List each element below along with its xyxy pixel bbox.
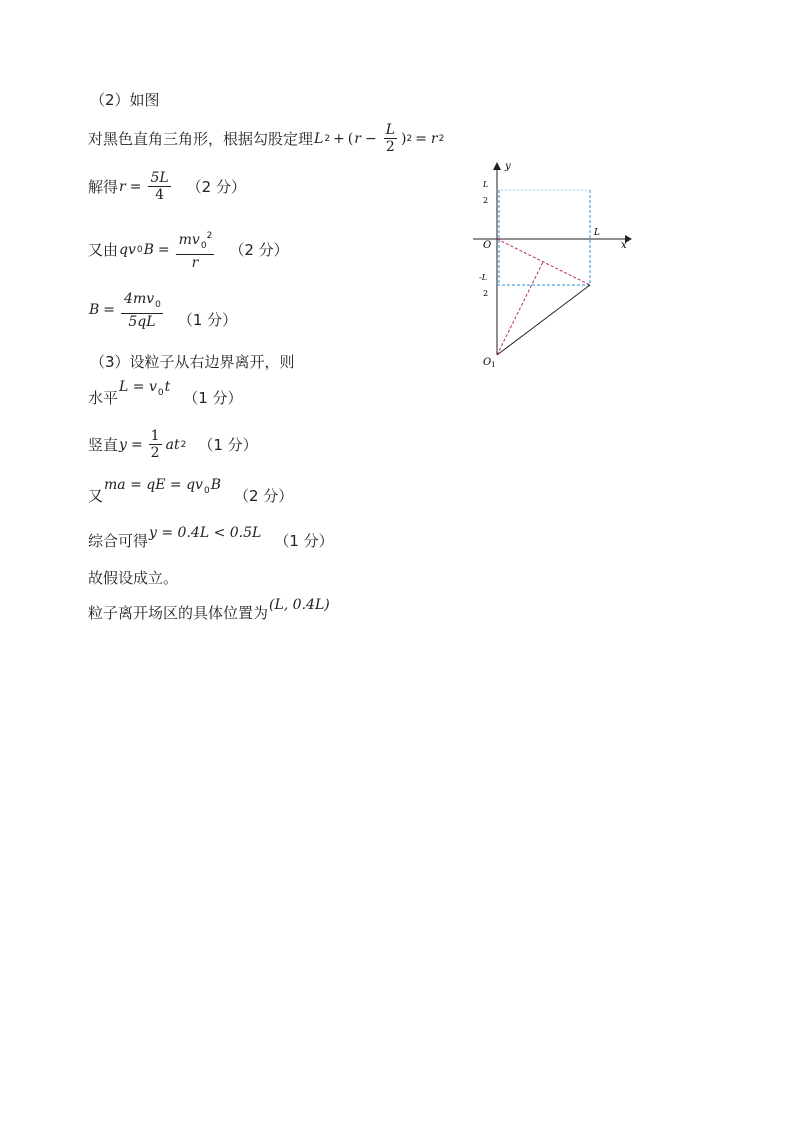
exit-position-line: 粒子离开场区的具体位置为 (L, 0.4L)	[88, 597, 330, 622]
top-2-label: 2	[483, 196, 489, 205]
conclusion-line: 故假设成立。	[88, 569, 179, 587]
origin-label: O	[483, 240, 492, 251]
red-chord	[497, 239, 590, 285]
neg-2-label: 2	[483, 289, 489, 298]
triangle-hypotenuse	[497, 285, 590, 355]
trajectory-figure	[465, 155, 645, 375]
neg-L-label: -L	[479, 273, 488, 282]
frac-1-over-2: $\frac{1}{2}$	[150, 428, 160, 461]
b-field-line: B = $\frac{4mv_0}{5qL}$ （1 分）	[89, 291, 238, 330]
pythagorean-line: 对黑色直角三角形，根据勾股定理 L 2 + ( r − $\frac{L}{2}$ ) 2 = r 2	[88, 122, 445, 155]
top-L-label: L	[483, 180, 489, 189]
horizontal-line: 水平 $L = v_0t$ （1 分）	[88, 379, 243, 407]
score-label: （1 分）	[274, 531, 334, 550]
vertical-line: 竖直 y = $\frac{1}{2}$ at 2 （1 分）	[88, 428, 258, 461]
part3-heading: （3）设粒子从右边界离开，则	[90, 353, 295, 371]
frac-mv0sq-over-r: $\frac{mv_0^2}{r}$	[176, 228, 215, 271]
score-label: （2 分）	[186, 177, 246, 196]
eq-L: L	[314, 130, 324, 147]
lorentz-line: 又由 qv 0 B = $\frac{mv_0^2}{r}$ （2 分）	[88, 228, 289, 271]
score-label: （2 分）	[233, 486, 294, 505]
frac-5L-over-4: $\frac{5L}{4}$	[150, 170, 169, 203]
center-O1-label: $O_1$	[483, 357, 496, 369]
combine-line: 综合可得 y = 0.4L < 0.5L （1 分）	[88, 525, 334, 550]
y-axis-arrow	[493, 162, 501, 170]
y-axis-label: y	[505, 161, 511, 172]
right-L-label: L	[594, 228, 600, 238]
force-line: 又 ma = qE = $qv_0B$ （2 分）	[88, 477, 294, 505]
score-label: （1 分）	[183, 388, 243, 407]
score-label: （1 分）	[198, 435, 258, 454]
frac-L-over-2: $\frac{L}{2}$	[385, 122, 395, 155]
solve-r-line: 解得 r = $\frac{5L}{4}$ （2 分）	[88, 170, 246, 203]
red-radius	[497, 262, 543, 355]
x-axis-label: x	[621, 240, 627, 251]
score-label: （2 分）	[229, 240, 289, 259]
score-label: （1 分）	[177, 311, 238, 329]
part2-heading: （2）如图	[90, 91, 160, 109]
frac-4mv0-over-5qL: $\frac{4mv_0}{5qL}$	[121, 290, 163, 330]
